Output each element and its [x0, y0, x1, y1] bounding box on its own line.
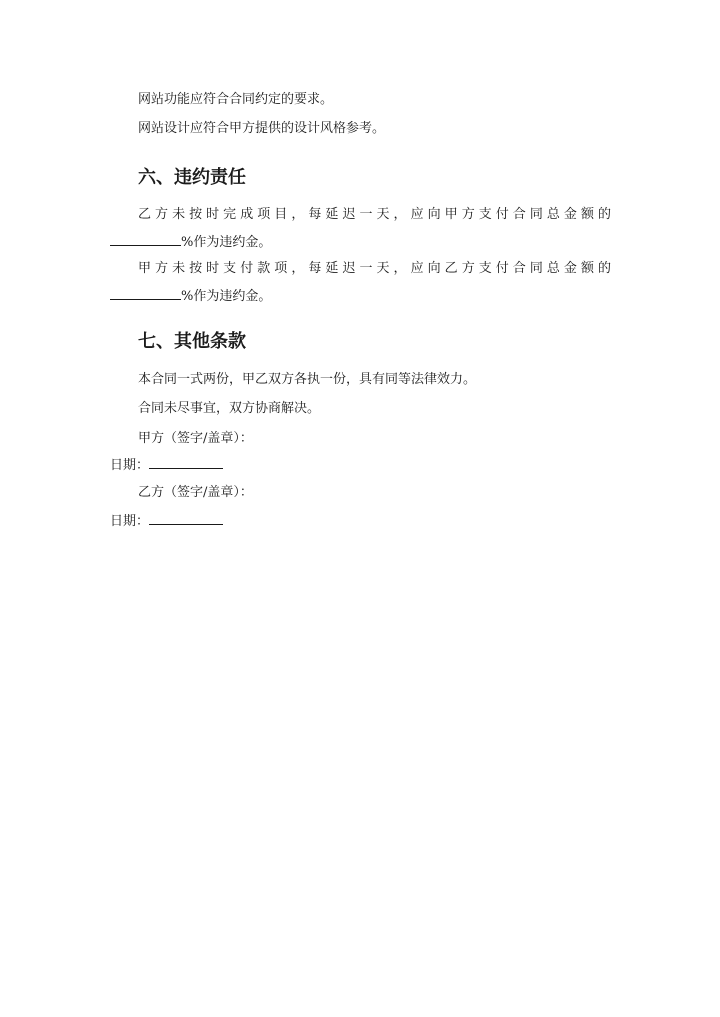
party-a-signature-label: 甲方（签字/盖章）：: [138, 431, 253, 446]
penalty-rate-blank: [110, 231, 181, 246]
party-a-date-line: [110, 454, 223, 475]
breach-clause-party-a-line2: [110, 285, 271, 306]
copies-clause: 本合同一式两份，甲乙双方各执一份，具有同等法律效力。: [138, 372, 477, 387]
section-heading-other-terms: 七、其他条款: [138, 331, 246, 352]
breach-clause-party-a-line1: 甲方未按时支付款项，每延迟一天，应向乙方支付合同总金额的: [138, 261, 611, 276]
party-a-date-label: 日期：: [110, 458, 150, 473]
party-b-date-blank: [149, 510, 223, 525]
penalty-suffix-text: %作为违约金。: [181, 289, 272, 304]
breach-clause-party-b-line2: [110, 231, 271, 252]
requirement-design: 网站设计应符合甲方提供的设计风格参考。: [138, 121, 386, 136]
section-heading-breach: 六、违约责任: [138, 167, 246, 188]
party-a-date-blank: [149, 454, 223, 469]
requirement-function: 网站功能应符合合同约定的要求。: [138, 92, 334, 107]
party-b-date-line: [110, 510, 223, 531]
party-b-date-label: 日期：: [110, 514, 150, 529]
penalty-suffix-text: %作为违约金。: [181, 235, 272, 250]
penalty-rate-blank: [110, 285, 181, 300]
breach-clause-party-b-line1: 乙方未按时完成项目，每延迟一天，应向甲方支付合同总金额的: [138, 207, 611, 222]
party-b-signature-label: 乙方（签字/盖章）：: [138, 485, 253, 500]
negotiation-clause: 合同未尽事宜，双方协商解决。: [138, 401, 321, 416]
